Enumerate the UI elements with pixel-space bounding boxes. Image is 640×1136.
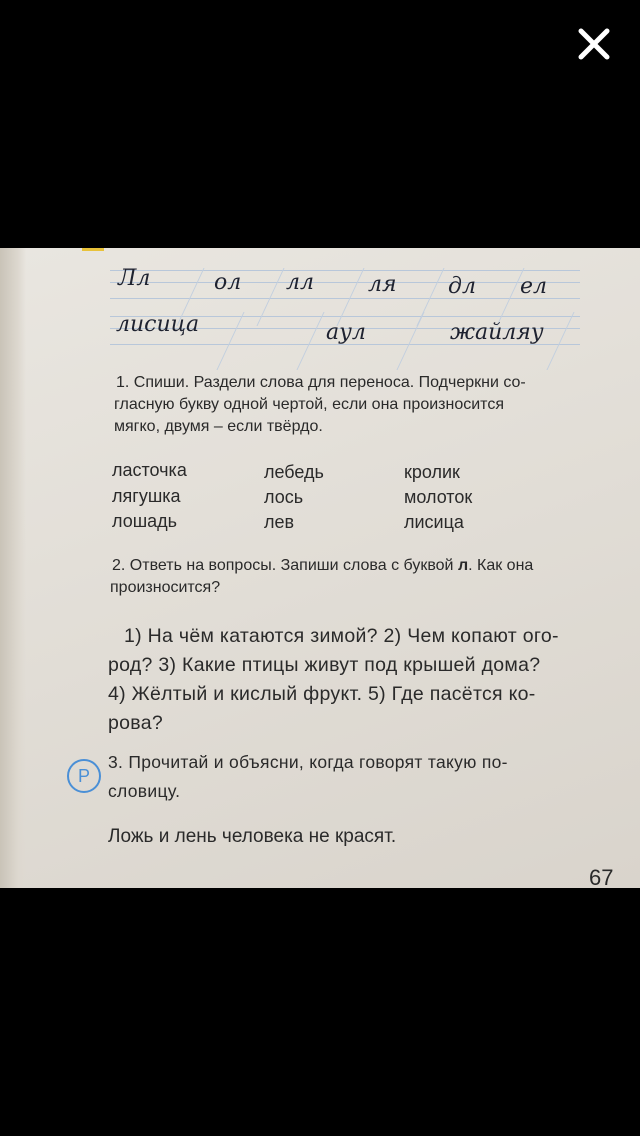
copybook-rule — [110, 270, 580, 271]
handwriting-sample: дл — [448, 274, 476, 299]
handwriting-sample: Лл — [118, 266, 151, 291]
exercise-2-letter: л — [457, 557, 469, 574]
handwriting-sample: ел — [520, 274, 548, 299]
exercise-2-text — [112, 556, 533, 575]
handwriting-sample: ля — [368, 272, 397, 297]
slant-rule — [296, 312, 324, 370]
handwriting-sample: лисица — [116, 312, 200, 337]
page-edge — [0, 248, 26, 888]
word: лягушка — [112, 486, 181, 506]
exercise-1-text: гласную букву одной чертой, если она произносится — [114, 396, 504, 413]
yellow-mark — [82, 248, 104, 251]
word: лебедь — [264, 462, 324, 482]
word: ласточка — [112, 460, 187, 480]
question-line: рова? — [108, 712, 164, 734]
slant-rule — [546, 312, 574, 370]
handwriting-sample: аул — [326, 320, 366, 345]
word: лось — [264, 487, 304, 507]
exercise-1-text: 1. Спиши. Раздели слова для переноса. Подчеркни со- — [116, 374, 526, 391]
exercise-2-text-part: 2. Ответь на вопросы. Запиши слова с буквой — [112, 557, 458, 574]
exercise-3-badge: Р — [67, 759, 101, 793]
word: лошадь — [112, 511, 178, 531]
question-line: род? 3) Какие птицы живут под крышей дома? — [108, 654, 541, 676]
question-line: 4) Жёлтый и кислый фрукт. 5) Где пасётся ко- — [108, 683, 536, 705]
close-icon — [572, 22, 616, 66]
textbook-page-photo — [0, 248, 640, 888]
handwriting-sample: ол — [214, 270, 242, 295]
exercise-2-text-part: . Как она — [468, 557, 534, 574]
handwriting-sample: лл — [286, 270, 315, 295]
slant-rule — [336, 268, 364, 326]
slant-rule — [216, 312, 244, 370]
exercise-2-text: произносится? — [110, 579, 221, 596]
copybook-rule — [110, 282, 580, 283]
exercise-1-text: мягко, двумя – если твёрдо. — [114, 418, 323, 435]
word: лисица — [404, 512, 464, 532]
handwriting-sample: жайляу — [450, 320, 544, 345]
slant-rule — [396, 312, 424, 370]
question-line: 1) На чём катаются зимой? 2) Чем копают ого- — [124, 625, 559, 647]
word: лев — [264, 512, 295, 532]
page-number: 67 — [589, 865, 614, 888]
proverb: Ложь и лень человека не красят. — [108, 826, 397, 847]
close-button[interactable] — [572, 22, 616, 66]
exercise-3-text: словицу. — [108, 781, 181, 801]
exercise-3-text: 3. Прочитай и объясни, когда говорят такую по- — [108, 752, 508, 772]
slant-rule — [256, 268, 284, 326]
word: кролик — [404, 462, 460, 482]
word: молоток — [404, 487, 473, 507]
